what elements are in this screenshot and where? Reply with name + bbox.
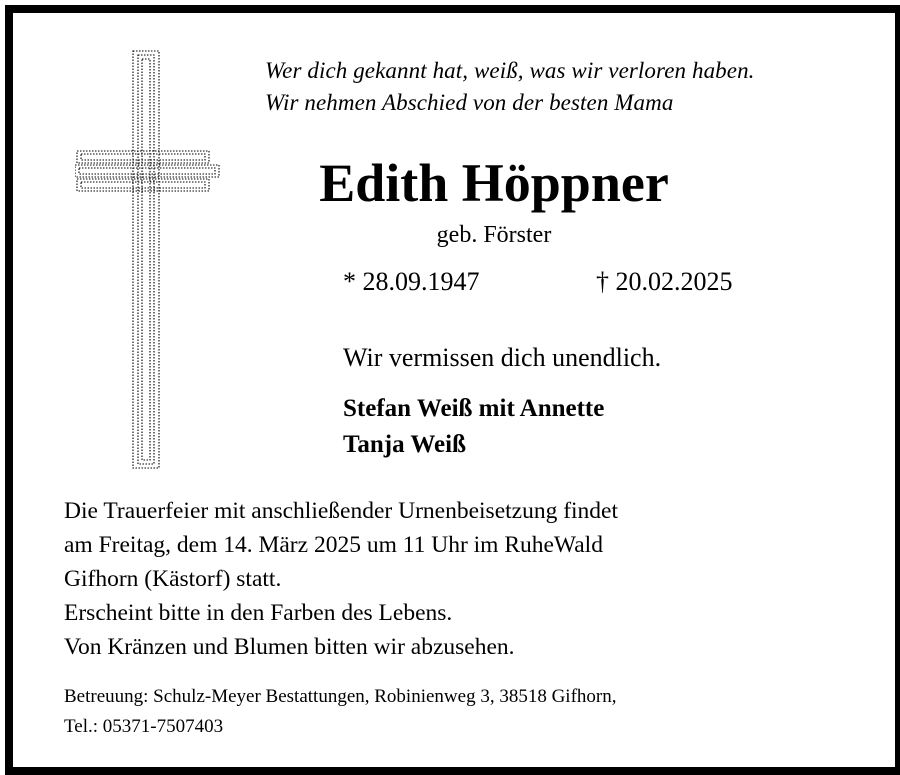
mourner: Tanja Weiß — [343, 431, 466, 458]
mourners — [343, 391, 604, 463]
ceremony-line: am Freitag, dem 14. März 2025 um 11 Uhr im RuheWald — [64, 532, 603, 558]
mourner: Stefan Weiß mit Annette — [343, 395, 605, 422]
quote-line: Wer dich gekannt hat, weiß, was wir verloren haben. — [265, 58, 755, 83]
birth-date: * 28.09.1947 — [343, 267, 480, 296]
ceremony-line: Von Kränzen und Blumen bitten wir abzusehen. — [64, 634, 515, 660]
footer-line: Betreuung: Schulz-Meyer Bestattungen, Robinienweg 3, 38518 Gifhorn, — [64, 686, 617, 707]
ceremony-text — [64, 494, 618, 664]
death-date: † 20.02.2025 — [596, 267, 733, 296]
maiden-name: geb. Förster — [436, 222, 552, 248]
message: Wir vermissen dich unendlich. — [343, 343, 662, 372]
ceremony-line: Erscheint bitte in den Farben des Lebens. — [64, 600, 453, 626]
cross-icon — [75, 47, 225, 472]
quote-line: Wir nehmen Abschied von der besten Mama — [265, 90, 674, 115]
ceremony-line: Gifhorn (Kästorf) statt. — [64, 566, 282, 592]
footer-line: Tel.: 05371-7507403 — [64, 716, 224, 737]
deceased-name: Edith Höppner — [319, 153, 669, 213]
funeral-home-footer — [64, 682, 616, 742]
obituary-frame — [5, 5, 900, 775]
quote — [265, 55, 755, 119]
ceremony-line: Die Trauerfeier mit anschließender Urnenbeisetzung findet — [64, 498, 619, 524]
